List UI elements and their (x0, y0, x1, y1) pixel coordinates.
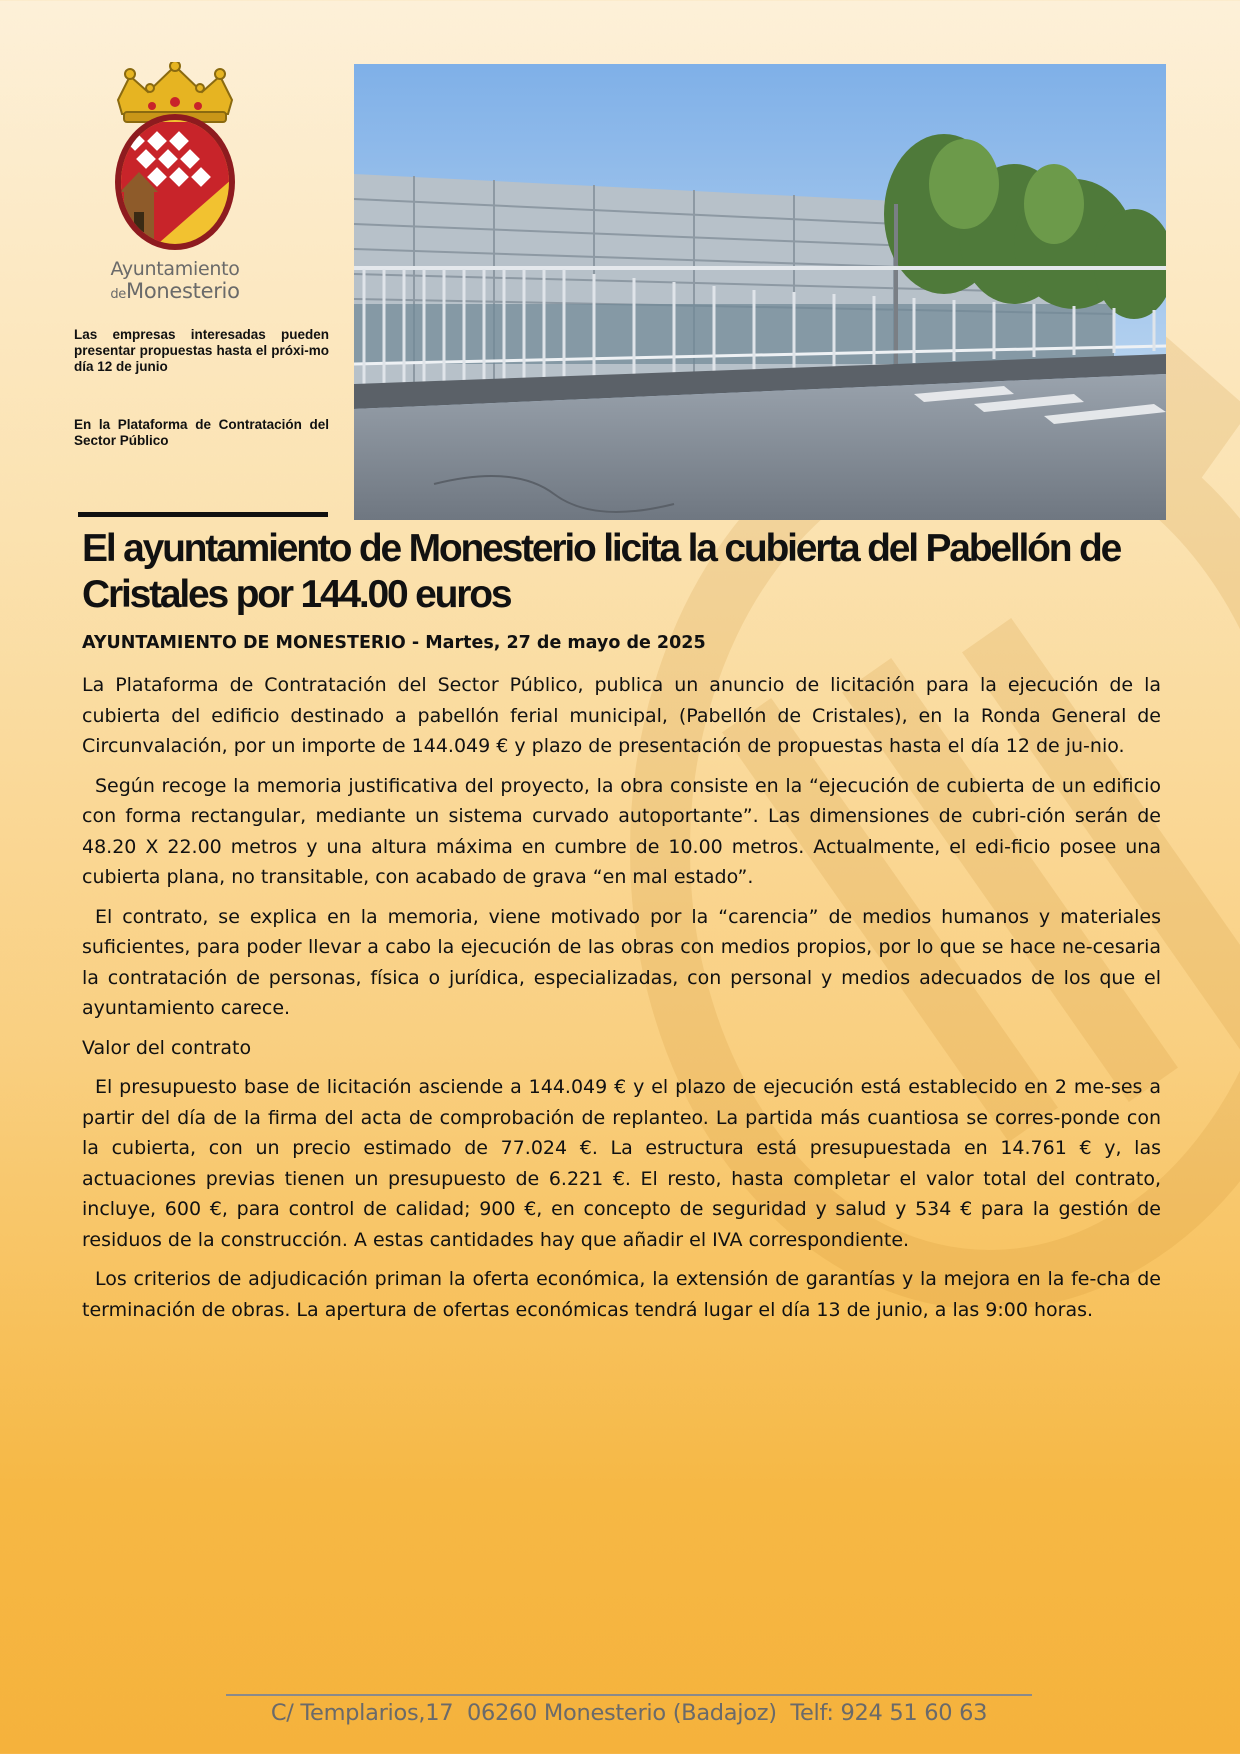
pavilion-photo-image (354, 64, 1166, 520)
article-headline: El ayuntamiento de Monesterio licita la cubierta del Pabellón de Cristales por 144.00 euros (82, 527, 1121, 616)
sidebar-note-platform: En la Plataforma de Contratación del Sector Público (74, 417, 329, 448)
logo-wordmark (92, 258, 258, 306)
logo-line2 (92, 280, 258, 306)
article-paragraph: Los criterios de adjudicación priman la oferta económica, la extensión de garantías y la mejora en la fe-cha de terminación de obras. La apertura de ofertas económicas tendrá lugar el día 13 de junio, a las 9:00 horas. (82, 1268, 1161, 1321)
byline-date: Martes, 27 de mayo de 2025 (425, 633, 706, 653)
byline-source: AYUNTAMIENTO DE MONESTERIO (82, 633, 406, 653)
sidebar-divider (78, 512, 328, 517)
footer-divider (226, 1694, 1032, 1696)
article-paragraph: La Plataforma de Contratación del Sector Público, publica un anuncio de licitación para la ejecución de la cubierta del edificio destinado a pabellón ferial municipal, (Pabellón de Cristales), en la Ronda General de Circunvalación, por un importe de 144.049 € y plazo de presentación de propuestas hasta el día 12 de ju-nio. (82, 674, 1161, 757)
logo-line2-name: Monesterio (126, 279, 240, 303)
article-paragraph: El presupuesto base de licitación asciende a 144.049 € y el plazo de ejecución está establecido en 2 me-ses a partir del día de la firma del acta de comprobación de replanteo. La partida más cuantiosa se corres-ponde con la cubierta, con un precio estimado de 77.024 €. La estructura está presupuestada en 14.761 € y, las actuaciones previas tienen un presupuesto de 6.221 €. El resto, hasta completar el valor total del contrato, incluye, 600 €, para control de calidad; 900 €, en concepto de seguridad y salud y 534 € para la gestión de residuos de la construcción. A estas cantidades hay que añadir el IVA correspondiente. (82, 1076, 1161, 1251)
article-subheading: Valor del contrato (82, 1036, 252, 1059)
pavilion-photo (354, 64, 1166, 520)
logo-line1: Ayuntamiento (110, 258, 240, 280)
article-body (82, 670, 1161, 1334)
crown (118, 62, 232, 122)
article-paragraph: Según recoge la memoria justificativa del proyecto, la obra consiste en la “ejecución de cubierta de un edificio con forma rectangular, mediante un sistema curvado autoportante”. Las dimensiones de cubri-ción serán de 48.20 X 22.00 metros y una altura máxima en cumbre de 10.00 metros. Actualmente, el edi-ficio posee una cubierta plana, no transitable, con acabado de grava “en mal estado”. (82, 774, 1161, 888)
article-paragraph: El contrato, se explica en la memoria, viene motivado por la “carencia” de medios humanos y materiales suficientes, para poder llevar a cabo la ejecución de las obras con medios propios, por lo que se hace ne-cesaria la contratación de personas, física o jurídica, especializadas, con personal y medios adecuados de los que el ayuntamiento carece. (82, 905, 1161, 1019)
sidebar-note-deadline: Las empresas interesadas pueden presentar propuestas hasta el próxi-mo día 12 de junio (74, 327, 329, 374)
footer-address: C/ Templarios,17 06260 Monesterio (Badajoz) Telf: 924 51 60 63 (270, 1700, 988, 1726)
byline-separator: - (405, 633, 426, 653)
coat-of-arms-icon (100, 62, 250, 252)
logo-line2-prefix: de (110, 287, 127, 302)
article-byline (82, 631, 706, 655)
